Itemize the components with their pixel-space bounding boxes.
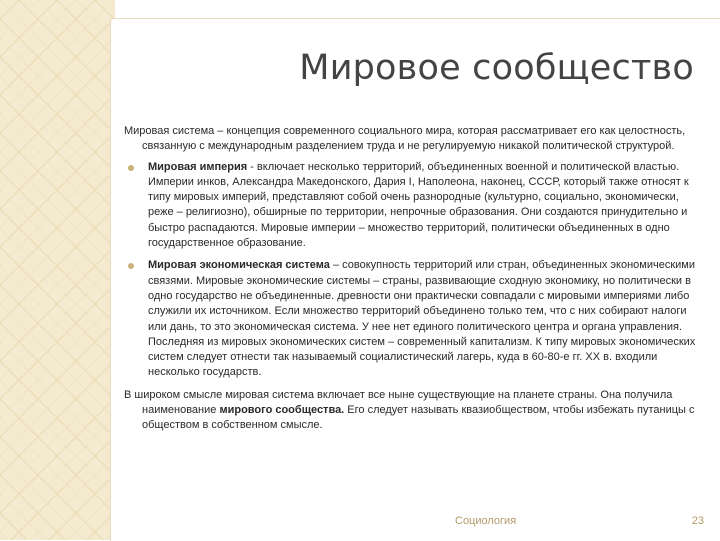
closing-term: мирового сообщества.	[219, 404, 345, 417]
footer-subject: Социология	[455, 515, 517, 527]
bullet-term: Мировая экономическая система	[148, 259, 330, 272]
bullet-dot-icon	[128, 263, 134, 269]
closing-text-before: В широком смысле мировая система включает все ныне существующие на планете страны. Она получила наименование	[124, 388, 673, 417]
closing-text-after: Его следует называть квазиобществом, чтобы избежать путаницы с обществом в собственном смысле.	[142, 404, 695, 432]
bullet-text: – совокупность территорий или стран, объединенных экономическими связями. Мировые экономические системы – страны, развивающие сходную экономику, но политически в одно государство не объединенные. древности они практически совпадали с мировыми империями либо служили их источником. Если множество территорий объединено только тем, что с них собирают налоги или дань, то это экономическая система. У нее нет единого политического центра и органа управления. Последняя из мировых экономических систем – современный капитализм. К типу мировых экономических систем следует отнести так называемый социалистический лагерь, куда в 60-80-е гг. XX в. входили несколько государств.	[148, 259, 696, 379]
bullet-world-economic-system	[124, 258, 696, 380]
page-number: 23	[691, 515, 704, 527]
bullet-term: Мировая империя	[148, 160, 248, 173]
slide-body	[124, 124, 696, 437]
bullet-dot-icon	[128, 165, 134, 171]
decorative-side-band	[0, 0, 115, 540]
intro-paragraph: Мировая система – концепция современного социального мира, которая рассматривает его как целостность, связанную с международным разделением труда и не регулируемую никакой политической структурой.	[124, 125, 686, 153]
closing-paragraph	[124, 388, 696, 434]
bullet-world-empire	[124, 160, 696, 252]
background-pattern	[0, 0, 115, 540]
bullet-text: - включает несколько территорий, объединенных военной и политической властью. Империи инков, Александра Македонского, Дария I, Наполеона, наконец, СССР, который также относят к типу мировых империй, представляют собой очень разнородные (культурно, социально, экономически, реже – религиозно), обширные по территории, непрочные образования. Они создаются принудительно и быстро распадаются. Мировые империи – множество территорий, политически объединенных в одно государственное образование.	[148, 160, 689, 250]
slide-title: Мировое сообщество	[299, 48, 694, 88]
